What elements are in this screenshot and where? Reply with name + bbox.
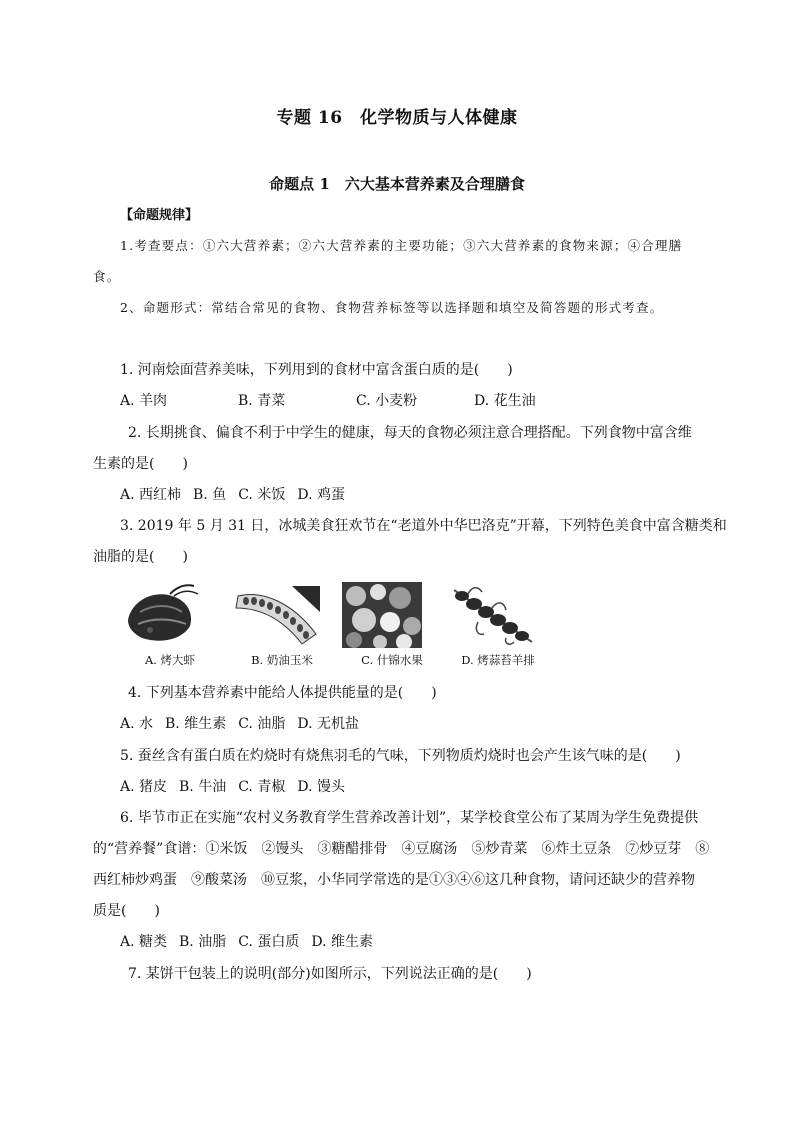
lamb-skewer-icon xyxy=(448,582,538,648)
rules-point-1-cont: 食。 xyxy=(93,269,121,284)
option-a: A. 猪皮 xyxy=(120,779,168,795)
option-c: C. 蛋白质 xyxy=(238,934,300,950)
figure-d-caption: D. 烤蒜苔羊排 xyxy=(461,653,535,667)
question-3-cont: 油脂的是( ) xyxy=(93,549,188,565)
roasted-shrimp-icon xyxy=(120,582,200,648)
option-c: C. 米饭 xyxy=(238,487,286,503)
figure-mixed-fruit xyxy=(342,582,442,668)
option-b: B. 油脂 xyxy=(179,934,227,950)
question-6-cont-3: 质是( ) xyxy=(93,903,160,919)
question-1: 1. 河南烩面营养美味，下列用到的食材中富含蛋白质的是( ) xyxy=(120,362,513,378)
option-d: D. 无机盐 xyxy=(297,716,359,732)
question-3: 3. 2019 年 5 月 31 日，冰城美食狂欢节在“老道外中华巴洛克”开幕，下列特色美食中富含糖类和 xyxy=(120,518,727,534)
question-7: 7. 某饼干包装上的说明(部分)如图所示，下列说法正确的是( ) xyxy=(128,966,532,982)
question-6-cont-1: 的“营养餐”食谱：①米饭 ②馒头 ③糖醋排骨 ④豆腐汤 ⑤炒青菜 ⑥炸土豆条 ⑦炒豆芽 ⑧ xyxy=(93,841,710,857)
question-6: 6. 毕节市正在实施“农村义务教育学生营养改善计划”，某学校食堂公布了某周为学生免费提供 xyxy=(120,810,699,826)
figure-b-caption: B. 奶油玉米 xyxy=(251,653,313,667)
page-title: 专题 16 化学物质与人体健康 xyxy=(276,108,518,128)
question-4: 4. 下列基本营养素中能给人体提供能量的是( ) xyxy=(128,685,437,701)
rules-point-2: 2、命题形式：常结合常见的食物、食物营养标签等以选择题和填空及简答题的形式考查。 xyxy=(120,300,664,315)
figure-buttered-corn xyxy=(232,582,332,668)
question-2: 2. 长期挑食、偏食不利于中学生的健康，每天的食物必须注意合理搭配。下列食物中富含维 xyxy=(128,425,692,441)
rules-point-1: 1.考查要点：①六大营养素；②六大营养素的主要功能；③六大营养素的食物来源；④合理膳 xyxy=(120,238,683,253)
option-b: B. 青菜 xyxy=(238,393,286,409)
rules-heading: 【命题规律】 xyxy=(120,208,199,223)
option-a: A. 糖类 xyxy=(120,934,168,950)
option-c: C. 油脂 xyxy=(238,716,286,732)
question-2-cont: 生素的是( ) xyxy=(93,456,188,472)
question-6-cont-2: 西红柿炒鸡蛋 ⑨酸菜汤 ⑩豆浆，小华同学常选的是①③④⑥这几种食物，请问还缺少的营养物 xyxy=(93,872,695,888)
question-2-options xyxy=(120,485,345,505)
option-d: D. 鸡蛋 xyxy=(297,487,345,503)
option-a: A. 水 xyxy=(120,716,154,732)
question-6-options xyxy=(120,932,373,952)
option-a: A. 羊肉 xyxy=(120,393,168,409)
question-5-options xyxy=(120,777,345,797)
option-c: C. 青椒 xyxy=(238,779,286,795)
option-c: C. 小麦粉 xyxy=(356,393,418,409)
figure-roasted-shrimp xyxy=(120,582,220,668)
figure-c-caption: C. 什锦水果 xyxy=(361,653,423,667)
question-5: 5. 蚕丝含有蛋白质在灼烧时有烧焦羽毛的气味，下列物质灼烧时也会产生该气味的是( ) xyxy=(120,748,681,764)
option-b: B. 鱼 xyxy=(193,487,227,503)
figure-a-caption: A. 烤大虾 xyxy=(144,653,196,667)
buttered-corn-icon xyxy=(232,582,322,648)
mixed-fruit-icon xyxy=(342,582,422,648)
option-b: B. 牛油 xyxy=(179,779,227,795)
question-4-options xyxy=(120,714,359,734)
question-1-options xyxy=(120,391,536,411)
figure-lamb-skewer xyxy=(448,582,548,668)
option-d: D. 维生素 xyxy=(311,934,373,950)
option-b: B. 维生素 xyxy=(165,716,227,732)
section-subtitle: 命题点 1 六大基本营养素及合理膳食 xyxy=(269,175,525,193)
option-d: D. 花生油 xyxy=(474,393,536,409)
option-a: A. 西红柿 xyxy=(120,487,182,503)
option-d: D. 馒头 xyxy=(297,779,345,795)
